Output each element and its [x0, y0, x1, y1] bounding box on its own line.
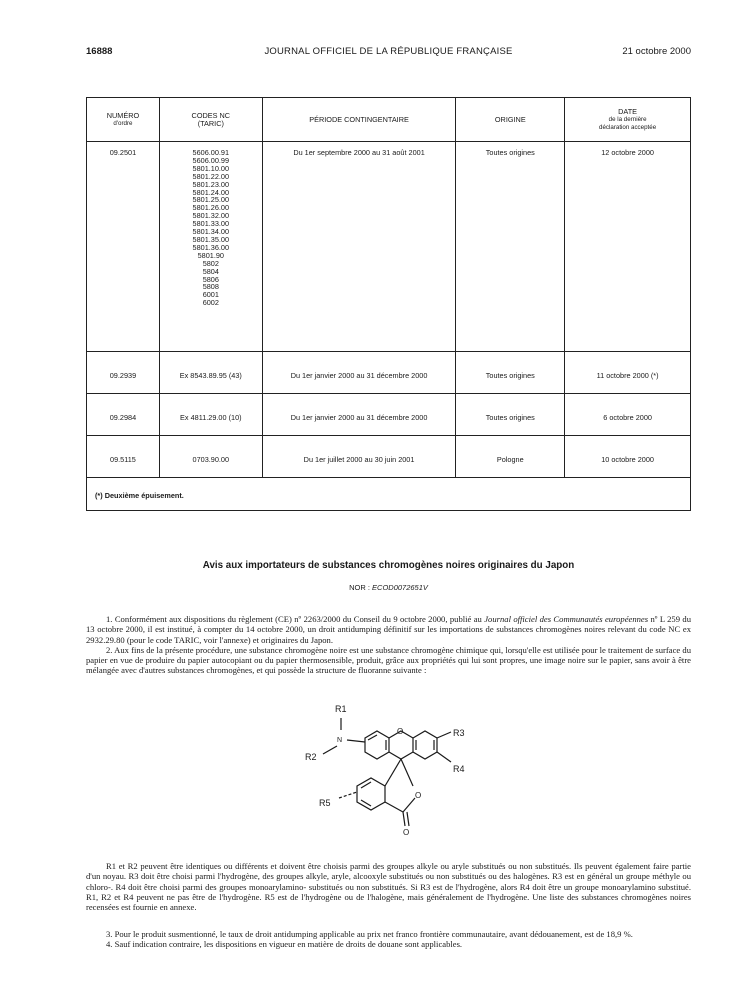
paragraph-r-groups: R1 et R2 peuvent être identiques ou différents et doivent être choisis parmi des groupes alkyle ou aryle substitués ou non substitués. Ils peuvent également faire partie d'un noyau. R3 doit être choisi parmi l'hydrogène, des groupes alkyle, aryle, alcooxyle substitués ou non substitués ou des halogènes. R3 est en général un groupe méthyle ou chloro-. R4 doit être choisi parmi des groupes monoarylamino- substitués ou non substitués. Si R3 est de l'hydrogène, alors R4 doit être un groupe monoarylamino substitué. R1, R2 et R4 peuvent ne pas être de l'hydrogène. R5 est de l'hydrogène ou de l'halogène, mais généralement de l'hydrogène. Une liste des substances chromogènes noires recensées est fournie en annexe.	[86, 861, 691, 913]
lactone-ring-bonds	[385, 759, 415, 826]
table-row	[87, 394, 691, 436]
cell-numero: 09.2501	[87, 142, 160, 352]
paragraph-1	[86, 614, 691, 645]
cell-codes: Ex 8543.89.95 (43)	[159, 352, 262, 394]
label-r2: R2	[305, 752, 317, 762]
label-r4: R4	[453, 764, 465, 774]
page-number: 16888	[86, 46, 113, 57]
col-codes-line1: CODES NC	[191, 110, 231, 120]
fluoran-structure-diagram	[295, 698, 505, 850]
table-header-row	[87, 98, 691, 142]
notice-body-final	[86, 929, 691, 950]
journal-title: JOURNAL OFFICIEL DE LA RÉPUBLIQUE FRANÇAISE	[264, 46, 513, 57]
table-row	[87, 142, 691, 352]
cell-codes: Ex 4811.29.00 (10)	[159, 394, 262, 436]
substituent-bonds	[323, 718, 451, 798]
cell-periode: Du 1er janvier 2000 au 31 décembre 2000	[262, 394, 456, 436]
cell-date: 6 octobre 2000	[565, 394, 691, 436]
paragraph-4: 4. Sauf indication contraire, les dispositions en vigueur en matière de droits de douane sont applicables.	[106, 939, 463, 950]
cell-numero: 09.2984	[87, 394, 160, 436]
table-row	[87, 436, 691, 478]
xanthene-left-ring	[365, 731, 389, 759]
col-numero-line1: NUMÉRO	[106, 110, 140, 120]
cell-date: 11 octobre 2000 (*)	[565, 352, 691, 394]
cell-numero: 09.5115	[87, 436, 160, 478]
label-o-lactone: O	[415, 791, 422, 800]
label-r3: R3	[453, 728, 465, 738]
cell-origine: Toutes origines	[456, 394, 565, 436]
col-periode: PÉRIODE CONTINGENTAIRE	[262, 98, 456, 142]
nor-code: ECOD0072651V	[372, 583, 428, 592]
nor-label: NOR :	[349, 583, 370, 592]
label-o-ring: O	[397, 727, 404, 736]
cell-periode: Du 1er juillet 2000 au 30 juin 2001	[262, 436, 456, 478]
cell-date: 10 octobre 2000	[565, 436, 691, 478]
cell-numero: 09.2939	[87, 352, 160, 394]
notice-body-upper	[86, 614, 691, 676]
paragraph-3: 3. Pour le produit susmentionné, le taux de droit antidumping applicable au prix net franco frontière communautaire, avant dédouanement, est de 18,9 %.	[106, 929, 633, 939]
col-codes-line2: (TARIC)	[197, 118, 224, 128]
cell-codes: 5606.00.91 5606.00.99 5801.10.00 5801.22.00 5801.23.00 5801.24.00 5801.25.00 5801.26.00 5801.32.00 5801.33.00 5801.34.00 5801.35.00 5801.36.00 5801.90 5802 5804 5806 5808 6001 6002	[159, 142, 262, 352]
label-o-carbonyl: O	[403, 828, 410, 837]
label-n: N	[337, 737, 343, 744]
publication-date: 21 octobre 2000	[622, 46, 691, 57]
notice-body-lower	[86, 861, 691, 912]
cell-codes: 0703.90.00	[159, 436, 262, 478]
cell-periode: Du 1er septembre 2000 au 31 août 2001	[262, 142, 456, 352]
xanthene-right-ring	[413, 731, 437, 759]
p1-text-b: nº L 259 du 13 octobre 2000, il est institué, à compter du 14 octobre 2000, un droit antidumping définitif sur les importations de substances chromogènes noires relevant du code NC ex 2932.29.80 (pour le code TARIC, voir l'annexe) et originaires du Japon.	[86, 614, 691, 645]
cell-periode: Du 1er janvier 2000 au 31 décembre 2000	[262, 352, 456, 394]
label-r1: R1	[335, 704, 347, 714]
p1-text-a: 1. Conformément aux dispositions du règlement (CE) nº 2263/2000 du Conseil du 9 octobre 2000, publié au	[106, 614, 485, 624]
cell-date: 12 octobre 2000	[565, 142, 691, 352]
col-codes	[159, 98, 262, 142]
col-date-line1: DATE	[618, 106, 638, 116]
quota-table	[86, 97, 691, 511]
nor-reference	[86, 583, 691, 592]
cell-origine: Toutes origines	[456, 142, 565, 352]
label-r5: R5	[319, 798, 331, 808]
cell-origine: Pologne	[456, 436, 565, 478]
col-date-line2: de la dernière	[608, 115, 647, 123]
col-numero-line2: d'ordre	[113, 119, 133, 127]
page-header	[86, 46, 691, 60]
cell-origine: Toutes origines	[456, 352, 565, 394]
table-footnote-row	[87, 478, 691, 511]
col-date	[565, 98, 691, 142]
p1-journal: Journal officiel des Communautés européennes	[484, 614, 649, 624]
notice-title: Avis aux importateurs de substances chromogènes noires originaires du Japon	[202, 560, 575, 571]
paragraph-2: 2. Aux fins de la présente procédure, une substance chromogène noire est une substance chromogène chimique qui, lorsqu'elle est utilisée pour le traitement de surface du papier en vue de produire du papier autocopiant ou du papier thermosensible, produit, grâce aux propriétés qui lui sont propres, une image noire sur le papier, sans avoir à être mélangée avec d'autres substances chromogènes, et qui possède la structure de fluoranne suivante :	[86, 644, 691, 676]
col-numero	[87, 98, 160, 142]
table-row	[87, 352, 691, 394]
table-footnote: (*) Deuxième épuisement.	[87, 478, 691, 511]
lactone-benzene-ring	[357, 778, 385, 810]
col-origine: ORIGINE	[456, 98, 565, 142]
col-date-line3: déclaration acceptée	[599, 123, 657, 131]
